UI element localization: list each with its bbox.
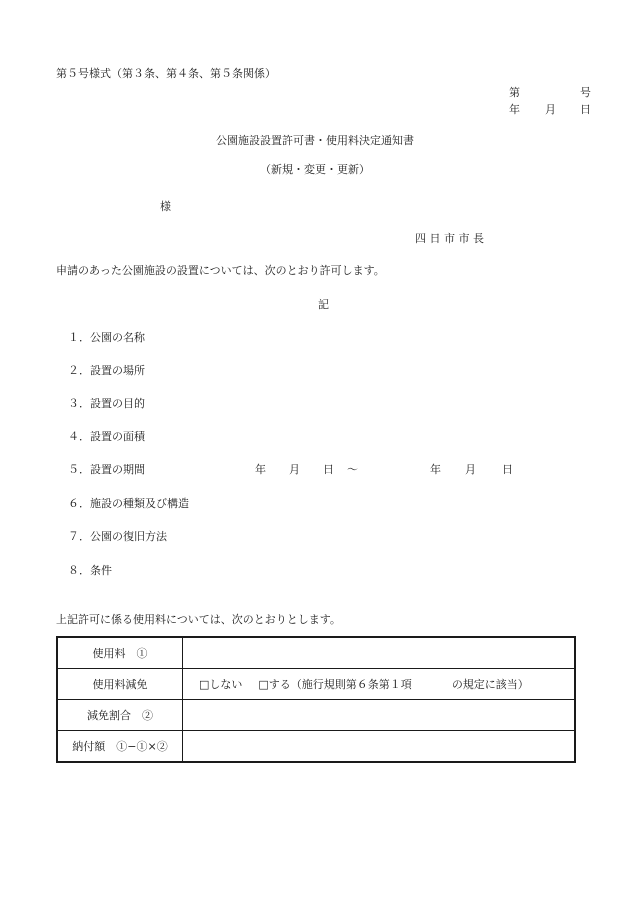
payment-amount-label: 納付額 ①−①×② [57,731,183,763]
exemption-options [183,669,576,700]
intro-text: 申請のあった公園施設の設置については、次のとおり許可します。 [56,264,385,277]
usage-fee-value[interactable] [183,637,576,669]
document-title: 公園施設設置許可書・使用料決定通知書 [216,134,414,147]
addressee-suffix: 様 [160,200,171,213]
fee-row-usage-fee [57,637,575,669]
item-7 [68,530,167,544]
fee-intro-text: 上記許可に係る使用料については、次のとおりとします。 [56,613,341,626]
exemption-rate-label: 減免割合 ② [57,700,183,731]
period-start-year: 年 [255,463,266,476]
period-end-month: 月 [465,463,476,476]
exemption-option-no[interactable]: □しない [199,678,243,691]
item-5 [68,463,145,477]
exemption-option-yes[interactable]: □する（施行規則第６条第１項 [258,678,412,691]
item-number: ８． [68,564,90,577]
item-label: 設置の期間 [90,463,145,476]
form-label: 第５号様式（第３条、第４条、第５条関係） [56,67,276,80]
date-month-label: 月 [545,103,556,116]
fee-table [56,636,576,763]
period-end-day: 日 [502,463,513,476]
number-prefix: 第 [509,86,520,99]
item-8 [68,564,112,578]
document-subtitle: （新規・変更・更新） [260,163,370,176]
item-label: 公園の名称 [90,331,145,344]
item-3 [68,397,145,411]
exemption-label: 使用料減免 [57,669,183,700]
item-4 [68,430,145,444]
item-label: 設置の面積 [90,430,145,443]
fee-row-exemption-rate [57,700,575,731]
payment-amount-value[interactable] [183,731,576,763]
period-tilde: ～ [347,463,358,476]
number-suffix: 号 [580,86,591,99]
item-2 [68,364,145,378]
item-number: ２． [68,364,90,377]
usage-fee-label: 使用料 ① [57,637,183,669]
item-6 [68,497,189,511]
item-label: 設置の場所 [90,364,145,377]
item-label: 公園の復旧方法 [90,530,167,543]
ki-mark: 記 [318,298,329,311]
item-label: 設置の目的 [90,397,145,410]
exemption-rule-tail: の規定に該当） [451,678,529,691]
item-number: ３． [68,397,90,410]
period-start-month: 月 [289,463,300,476]
exemption-rate-value[interactable] [183,700,576,731]
item-number: ６． [68,497,90,510]
item-number: １． [68,331,90,344]
date-day-label: 日 [580,103,591,116]
date-year-label: 年 [509,103,520,116]
item-number: ７． [68,530,90,543]
fee-row-payment [57,731,575,763]
item-1 [68,331,145,345]
item-number: ５． [68,463,90,476]
issuer-name: 四 日 市 市 長 [415,232,484,245]
item-number: ４． [68,430,90,443]
item-label: 施設の種類及び構造 [90,497,189,510]
period-start-day: 日 [323,463,334,476]
item-label: 条件 [90,564,112,577]
fee-row-exemption [57,669,575,700]
period-end-year: 年 [430,463,441,476]
